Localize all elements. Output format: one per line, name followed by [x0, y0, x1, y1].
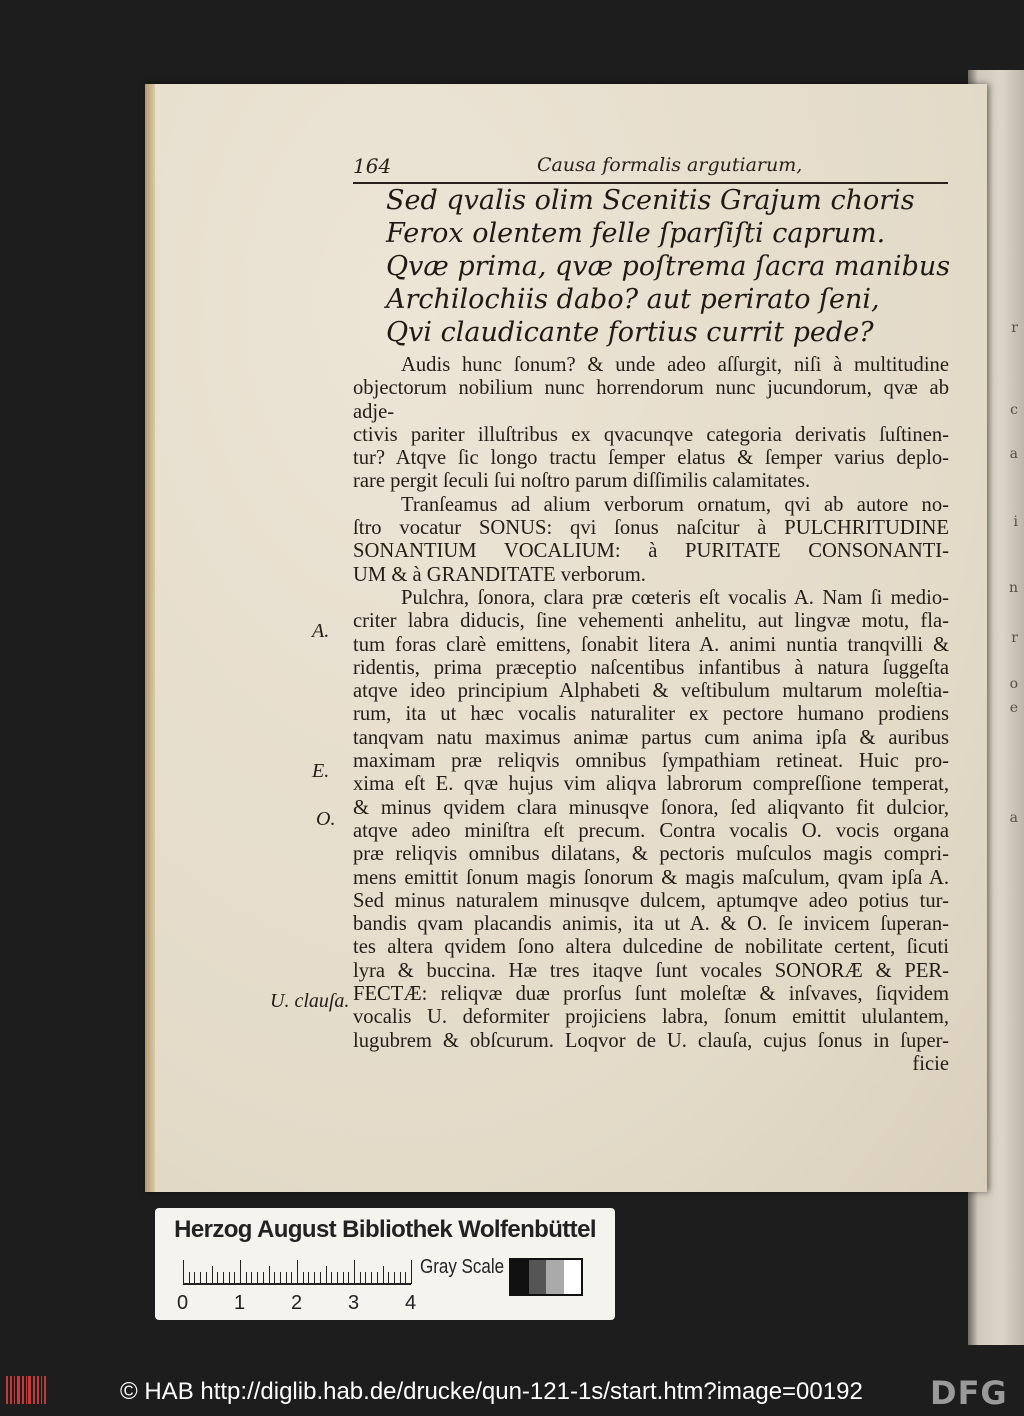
gray-scale-swatches [509, 1258, 583, 1296]
text-line: præ reliqvis omnibus dilatans, & pectoris muſculos magis compri- [353, 843, 949, 866]
text-line: FECTÆ: reliqvæ duæ prorſus ſunt moleſtæ & inſvaves, ſiqvidem [353, 983, 949, 1006]
text-line: Pulchra, ſonora, clara præ cœteris eſt vocalis A. Nam ſi medio- [401, 586, 949, 609]
verse-block [386, 184, 951, 349]
gray-swatch [564, 1260, 582, 1294]
ruler-tick [405, 1272, 406, 1284]
ruler-number: 4 [405, 1292, 417, 1314]
adjacent-letter: a [1009, 810, 1018, 826]
ruler-tick [223, 1272, 224, 1284]
verse-line: Qvi claudicante fortius currit pede? [386, 317, 874, 348]
text-line: mens emittit ſonum magis ſonorum & magis maſculum, qvam ipſa A. [353, 866, 949, 889]
text-line: UM & à GRANDITATE verborum. [353, 563, 646, 586]
text-line: & minus qvidem clara minusqve ſonora, ſed aliqvanto fit dulcior, [353, 796, 949, 819]
verse-line: Sed qvalis olim Scenitis Grajum choris [386, 185, 915, 216]
ruler-number: 0 [177, 1292, 189, 1314]
adjacent-letter: r [1011, 630, 1018, 646]
ruler-tick [280, 1272, 281, 1284]
ruler-tick [212, 1266, 213, 1284]
ruler-tick [183, 1260, 184, 1284]
ruler-tick [308, 1272, 309, 1284]
verse-line: Archilochiis dabo? aut perirato ſeni, [386, 284, 880, 315]
text-line: Sed minus naturalem minusqve dulcem, aptumqve adeo potius tur- [353, 889, 949, 912]
adjacent-letter: e [1009, 700, 1018, 716]
ruler [183, 1260, 411, 1284]
running-title: Causa formalis argutiarum, [537, 154, 803, 176]
page-edge [145, 84, 155, 1192]
ruler-tick [326, 1266, 327, 1284]
text-line: SONANTIUM VOCALIUM: à PURITATE CONSONANTI- [353, 540, 949, 563]
ruler-tick [331, 1272, 332, 1284]
ruler-tick [274, 1272, 275, 1284]
text-line: tum foras clarè emittens, ſonabit litera A. animi nuntia tranqvilli & [353, 633, 949, 656]
text-line: atqve adeo miniſtra eſt precum. Contra vocalis O. vocis organa [353, 819, 949, 842]
ruler-tick [246, 1272, 247, 1284]
ruler-tick [263, 1272, 264, 1284]
ruler-tick [383, 1266, 384, 1284]
ruler-tick [286, 1272, 287, 1284]
ruler-tick [337, 1272, 338, 1284]
running-head [353, 152, 948, 184]
ruler-tick [251, 1272, 252, 1284]
adjacent-letter: c [1010, 402, 1018, 418]
ruler-tick [354, 1260, 355, 1284]
gray-scale-label: Gray Scale [420, 1256, 505, 1278]
ruler-tick [257, 1272, 258, 1284]
text-line: atqve ideo principium Alphabeti & veſtibulum multarum moleſtia- [353, 680, 949, 703]
adjacent-letter: a [1009, 446, 1018, 462]
text-line: maximam præ reliqvis omnibus ſympathiam retineat. Huic pro- [353, 750, 949, 773]
ruler-tick [371, 1272, 372, 1284]
ruler-tick [206, 1272, 207, 1284]
ruler-tick [377, 1272, 378, 1284]
text-line: tes altera qvidem ſono altera dulcedine de nobilitate certent, ſicuti [353, 936, 949, 959]
text-line: objectorum nobilium nunc horrendorum nunc jucundorum, qvæ ab adje- [353, 377, 949, 423]
ruler-tick [411, 1260, 412, 1284]
ruler-tick [303, 1272, 304, 1284]
margin-note-e: E. [312, 760, 330, 782]
color-scale-card [155, 1208, 615, 1320]
text-line: Tranſeamus ad alium verborum ornatum, qvi ab autore no- [401, 493, 949, 516]
copyright-link[interactable]: © HAB http://diglib.hab.de/drucke/qun-121-1s/start.htm?image=00192 [120, 1378, 863, 1405]
text-line: tanqvam natu maximus animæ partus cum anima ipſa & auribus [353, 726, 949, 749]
text-line: xima eſt E. qvæ hujus vim aliqva labrorum compreſſione temperat, [353, 773, 949, 796]
text-line: rum, ita ut hæc vocalis naturaliter ex pectore humano prodiens [353, 703, 949, 726]
ruler-tick [217, 1272, 218, 1284]
verse-line: Qvæ prima, qvæ poſtrema ſacra manibus [386, 251, 951, 282]
ruler-tick [229, 1272, 230, 1284]
text-line: lyra & buccina. Hæ tres itaqve ſunt vocales SONORÆ & PER- [353, 959, 949, 982]
ruler-tick [388, 1272, 389, 1284]
dfg-logo: DFG [930, 1374, 1008, 1412]
margin-note-u-clausa: U. clauſa. [270, 990, 350, 1012]
text-line: lugubrem & obſcurum. Loqvor de U. clauſa, cujus ſonus in ſuper- [353, 1029, 949, 1052]
text-line: Audis hunc ſonum? & unde adeo aſſurgit, niſi à multitudine [401, 354, 949, 376]
adjacent-letter: i [1013, 514, 1018, 530]
ruler-tick [297, 1260, 298, 1284]
text-line: ctivis pariter illuſtribus ex qvacunqve categoria derivatis ſuſtinen- [353, 423, 949, 446]
hab-barcode-icon [6, 1376, 46, 1404]
margin-note-a: A. [312, 620, 330, 642]
ruler-tick [240, 1260, 241, 1284]
adjacent-letter: o [1009, 676, 1018, 692]
ruler-tick [234, 1272, 235, 1284]
adjacent-letter: n [1008, 580, 1018, 596]
margin-note-o: O. [316, 808, 336, 830]
ruler-number: 1 [234, 1292, 246, 1314]
library-name: Herzog August Bibliothek Wolfenbüttel [174, 1216, 596, 1243]
adjacent-letter: r [1011, 320, 1018, 336]
ruler-tick [189, 1272, 190, 1284]
gray-swatch [546, 1260, 564, 1294]
text-line: ridentis, prima præceptio naſcentibus infantibus à natura ſuggeſta [353, 656, 949, 679]
text-line: vocalis U. deformiter projiciens labra, ſonum emittit ululantem, [353, 1006, 949, 1029]
ruler-number: 2 [291, 1292, 303, 1314]
ruler-tick [320, 1272, 321, 1284]
ruler-tick [291, 1272, 292, 1284]
ruler-tick [194, 1272, 195, 1284]
page-number: 164 [353, 154, 392, 178]
gray-swatch [511, 1260, 529, 1294]
gray-swatch [529, 1260, 547, 1294]
catchword: ficie [912, 1052, 949, 1075]
text-line: tur? Atqve ſic longo tractu ſemper elatus & ſemper varius deplo- [353, 447, 949, 470]
text-line: criter labra diducis, ſine vehementi anhelitu, aut lingvæ motu, fla- [353, 610, 949, 633]
text-line: bandis qvam placandis animis, ita ut A. & O. ſe invicem ſuperan- [353, 913, 949, 936]
ruler-tick [343, 1272, 344, 1284]
ruler-number: 3 [348, 1292, 360, 1314]
ruler-tick [400, 1272, 401, 1284]
ruler-tick [348, 1272, 349, 1284]
ruler-tick [365, 1272, 366, 1284]
ruler-tick [394, 1272, 395, 1284]
ruler-tick [200, 1272, 201, 1284]
text-line: ſtro vocatur SONUS: qvi ſonus naſcitur à PULCHRITUDINE [353, 517, 949, 540]
viewer-footer [0, 1368, 1024, 1416]
ruler-tick [314, 1272, 315, 1284]
body-text [353, 354, 949, 1076]
verse-line: Ferox olentem felle ſparſiſti caprum. [386, 218, 886, 249]
ruler-tick [269, 1266, 270, 1284]
text-line: rare pergit ſeculi ſui noſtro parum diſſimilis calamitates. [353, 470, 811, 493]
ruler-tick [360, 1272, 361, 1284]
